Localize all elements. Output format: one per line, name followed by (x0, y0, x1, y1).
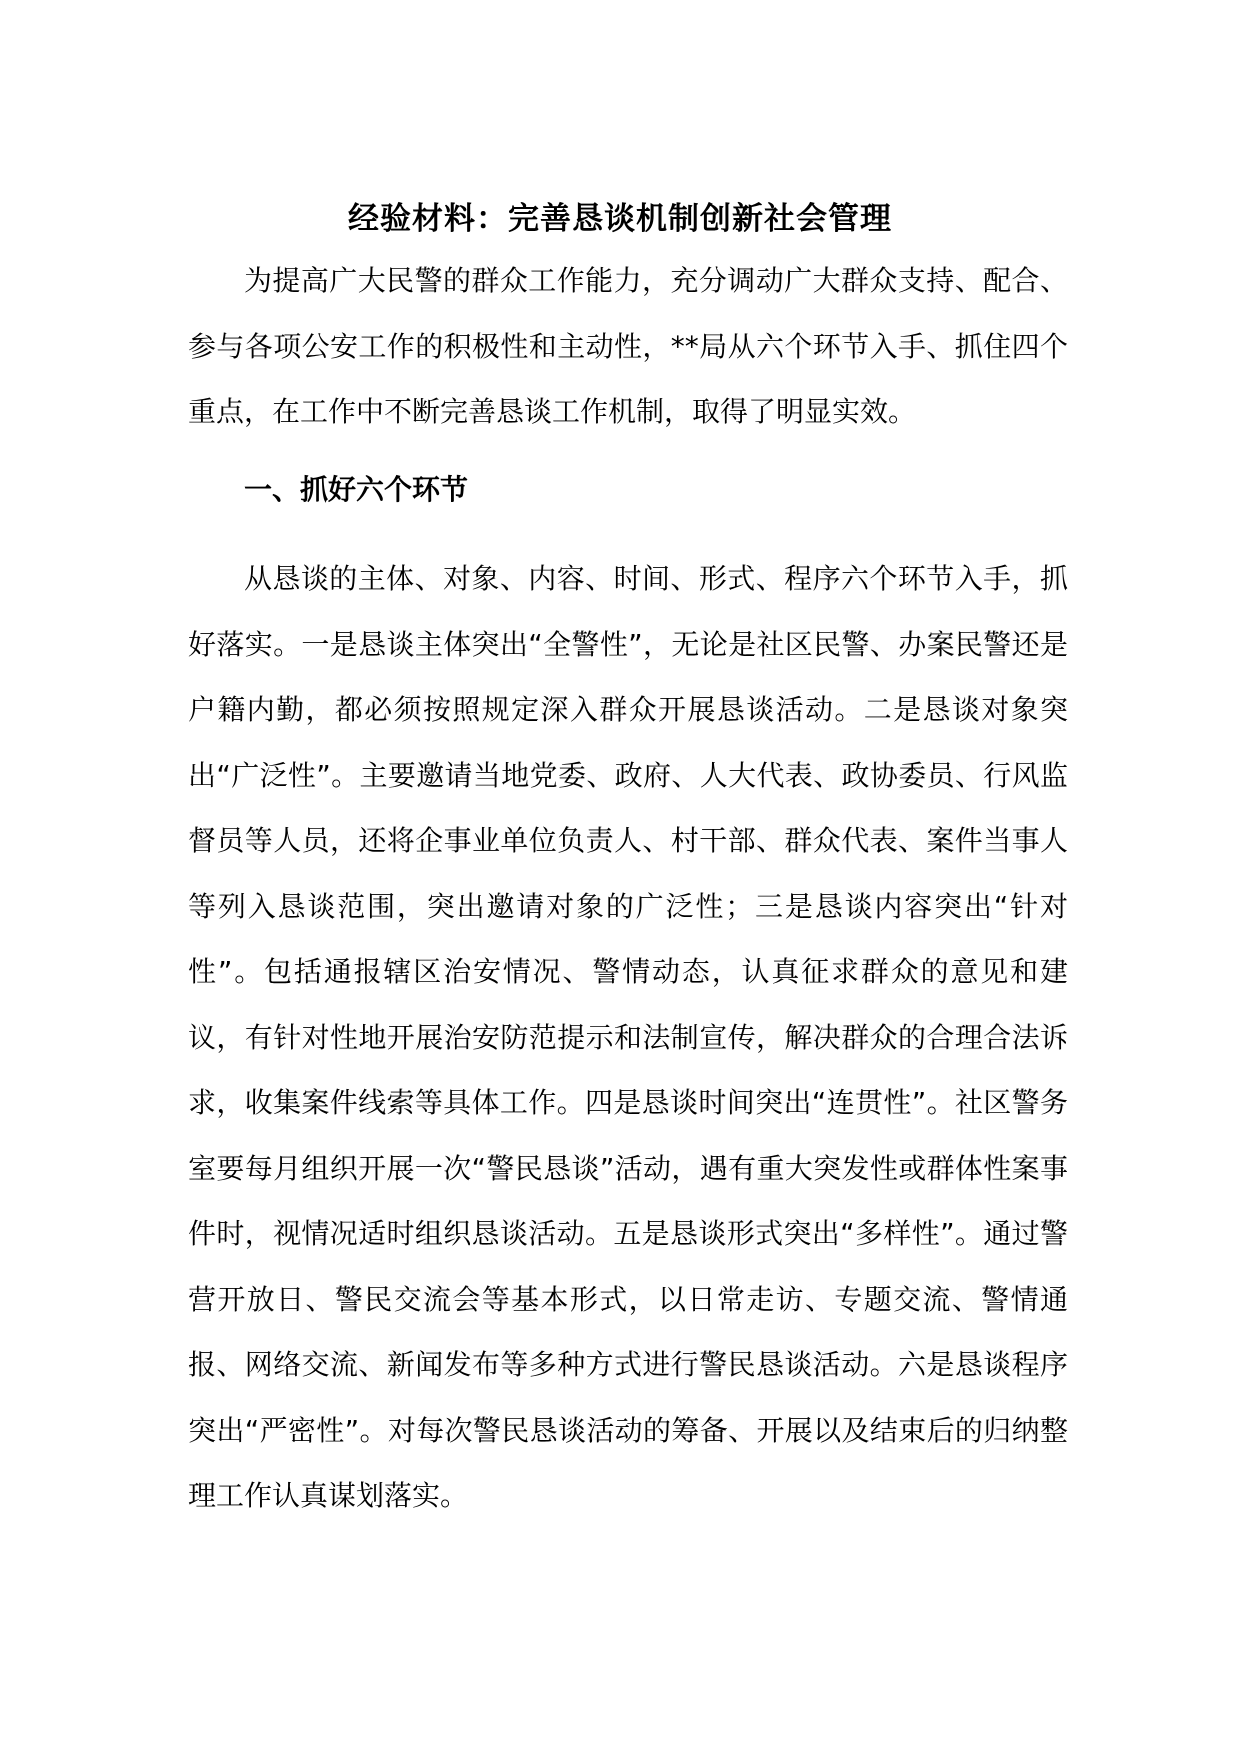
section-1-paragraph: 从恳谈的主体、对象、内容、时间、形式、程序六个环节入手，抓好落实。一是恳谈主体突出“全警性”，无论是社区民警、办案民警还是户籍内勤，都必须按照规定深入群众开展恳谈活动。二是恳谈对象突出“广泛性”。主要邀请当地党委、政府、人大代表、政协委员、行风监督员等人员，还将企事业单位负责人、村干部、群众代表、案件当事人等列入恳谈范围，突出邀请对象的广泛性；三是恳谈内容突出“针对性”。包括通报辖区治安情况、警情动态，认真征求群众的意见和建议，有针对性地开展治安防范提示和法制宣传，解决群众的合理合法诉求，收集案件线索等具体工作。四是恳谈时间突出“连贯性”。社区警务室要每月组织开展一次“警民恳谈”活动，遇有重大突发性或群体性案事件时，视情况适时组织恳谈活动。五是恳谈形式突出“多样性”。通过警营开放日、警民交流会等基本形式，以日常走访、专题交流、警情通报、网络交流、新闻发布等多种方式进行警民恳谈活动。六是恳谈程序突出“严密性”。对每次警民恳谈活动的筹备、开展以及结束后的归纳整理工作认真谋划落实。 (188, 562, 1068, 1512)
document-title: 经验材料：完善恳谈机制创新社会管理 (348, 200, 892, 237)
intro-paragraph: 为提高广大民警的群众工作能力，充分调动广大群众支持、配合、参与各项公安工作的积极性和主动性，**局从六个环节入手、抓住四个重点，在工作中不断完善恳谈工作机制，取得了明显实效。 (188, 264, 1068, 428)
section-heading-1: 一、抓好六个环节 (244, 473, 469, 506)
